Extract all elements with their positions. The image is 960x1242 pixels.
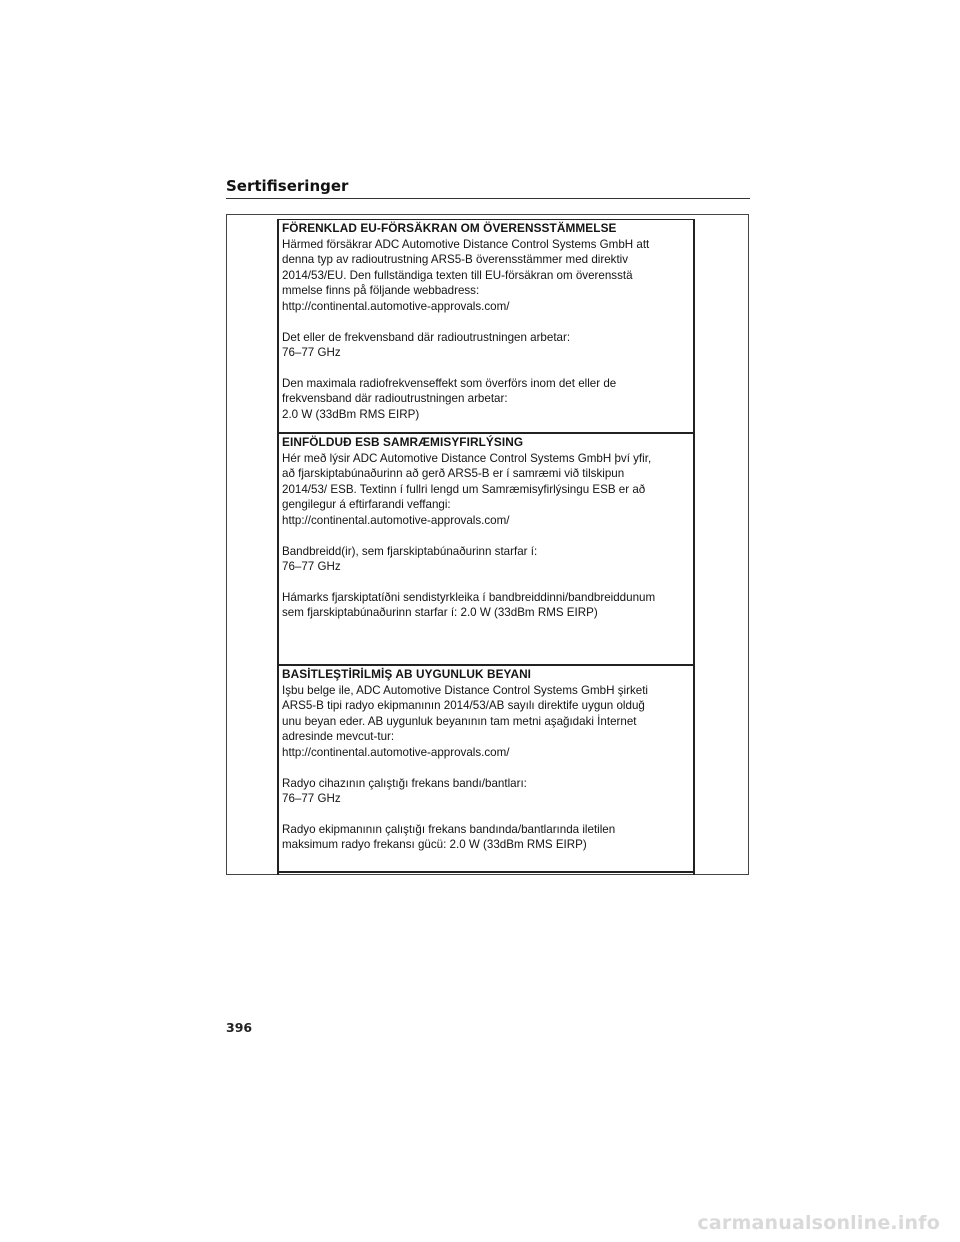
frequency-value: 76–77 GHz xyxy=(282,560,341,574)
declaration-statement xyxy=(282,683,693,761)
text-line: sem fjarskiptabúnaðurinn starfar í: 2.0 W (33dBm RMS EIRP) xyxy=(282,606,598,620)
text-line: denna typ av radioutrustning ARS5-B överensstämmer med direktiv xyxy=(282,253,629,267)
site-watermark: carmanualsonline.info xyxy=(697,1212,940,1234)
power-value: 2.0 W (33dBm RMS EIRP) xyxy=(282,407,420,421)
frequency-band xyxy=(282,544,693,575)
frequency-value: 76–77 GHz xyxy=(282,792,341,806)
url-text: http://continental.automotive-approvals.com/ xyxy=(282,513,510,527)
declaration-heading: EINFÖLDUÐ ESB SAMRÆMISYFIRLÝSING xyxy=(282,435,524,449)
declaration-icelandic xyxy=(279,432,693,664)
frequency-value: 76–77 GHz xyxy=(282,346,341,360)
declaration-statement xyxy=(282,237,693,315)
text-line: mmelse finns på följande webbadress: xyxy=(282,284,480,298)
declaration-heading: FÖRENKLAD EU-FÖRSÄKRAN OM ÖVERENSSTÄMMELSE xyxy=(282,221,617,235)
text-line: Härmed försäkrar ADC Automotive Distance Control Systems GmbH att xyxy=(282,237,650,251)
text-line: adresinde mevcut-tur: xyxy=(282,730,395,744)
text-line: Den maximala radiofrekvenseffekt som överförs inom det eller de xyxy=(282,376,617,390)
text-line: Det eller de frekvensband där radioutrustningen arbetar: xyxy=(282,330,571,344)
text-line: frekvensband där radioutrustningen arbetar: xyxy=(282,392,508,406)
declaration-heading: BASİTLEŞTİRİLMİŞ AB UYGUNLUK BEYANI xyxy=(282,667,532,681)
max-power xyxy=(282,376,693,423)
text-line: gengilegur á eftirfarandi veffangi: xyxy=(282,498,451,512)
section-title: Sertifiseringer xyxy=(226,177,349,195)
title-divider xyxy=(226,198,750,199)
declaration-swedish xyxy=(279,220,693,432)
text-line: Hér með lýsir ADC Automotive Distance Control Systems GmbH því yfir, xyxy=(282,451,652,465)
frequency-band xyxy=(282,330,693,361)
frequency-band xyxy=(282,776,693,807)
max-power xyxy=(282,822,693,853)
text-line: að fjarskiptabúnaðurinn að gerð ARS5-B er í samræmi við tilskipun xyxy=(282,467,625,481)
text-line: maksimum radyo frekansı gücü: 2.0 W (33dBm RMS EIRP) xyxy=(282,838,587,852)
text-line: Radyo cihazının çalıştığı frekans bandı/bantları: xyxy=(282,776,527,790)
declaration-statement xyxy=(282,451,693,529)
max-power xyxy=(282,590,693,621)
text-line: ARS5-B tipi radyo ekipmanının 2014/53/AB sayılı direktife uygun olduğ xyxy=(282,699,645,713)
declaration-turkish xyxy=(279,664,693,874)
text-line: Hámarks fjarskiptatíðni sendistyrkleika í bandbreiddinni/bandbreiddunum xyxy=(282,590,656,604)
page-number: 396 xyxy=(226,1020,253,1035)
text-line: 2014/53/ ESB. Textinn í fullri lengd um Samræmisyfirlýsingu ESB er að xyxy=(282,482,646,496)
text-line: Işbu belge ile, ADC Automotive Distance Control Systems GmbH şirketi xyxy=(282,683,648,697)
text-line: Radyo ekipmanının çalıştığı frekans bandında/bantlarında iletilen xyxy=(282,822,616,836)
text-line: unu beyan eder. AB uygunluk beyanının tam metni aşağıdaki İnternet xyxy=(282,714,637,728)
text-line: Bandbreidd(ir), sem fjarskiptabúnaðurinn starfar í: xyxy=(282,544,538,558)
text-line: 2014/53/EU. Den fullständiga texten till EU-försäkran om överensstä xyxy=(282,268,633,282)
sheet-bottom-rule xyxy=(277,871,695,873)
url-text: http://continental.automotive-approvals.com/ xyxy=(282,745,510,759)
url-text: http://continental.automotive-approvals.com/ xyxy=(282,299,510,313)
declaration-sheet xyxy=(277,219,695,875)
